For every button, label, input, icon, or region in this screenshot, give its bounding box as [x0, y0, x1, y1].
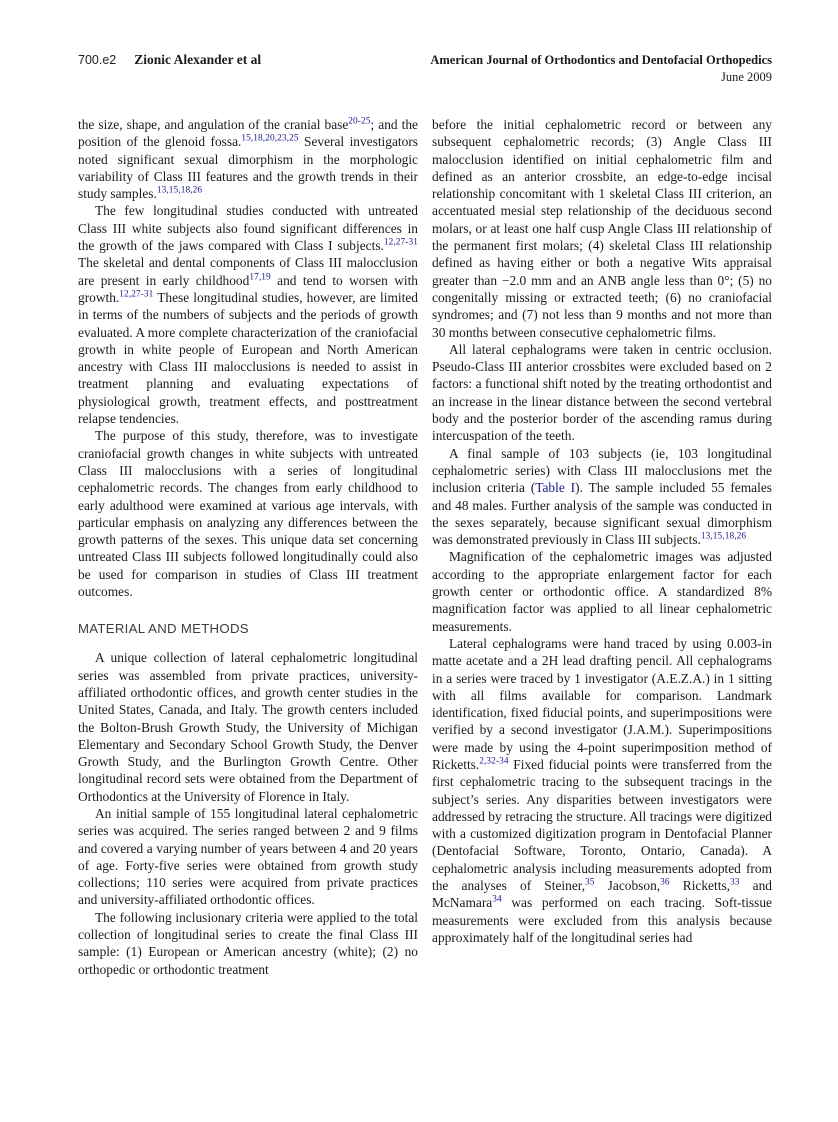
text-run: The purpose of this study, therefore, was to investigate craniofacial growth changes in white subjects with untreated Class III malocclusions with a series of longitudinal cephalometric records. The changes from early childhood to early adulthood were examined at various age intervals, with particular emphasis on analyzing any differences between the growth patterns of the sexes. This unique data set concerning untreated Class III subjects followed longitudinally could also be used for comparison in studies of Class III treatment outcomes.: [78, 428, 418, 600]
citation-link[interactable]: 12,27-31: [119, 289, 154, 300]
text-run: was performed on each tracing. Soft-tissue measurements were excluded from this analysis because approximately half of the longitudinal series had: [432, 895, 772, 945]
text-run: The following inclusionary criteria were applied to the total collection of longitudinal series to create the final Class III sample: (1) European or American ancestry (white); (2) no orthopedic or orthodontic treatment: [78, 909, 418, 977]
text-run: and tend to worsen with growth.: [78, 272, 418, 305]
section-heading: MATERIAL AND METHODS: [78, 621, 249, 637]
paragraph: [432, 548, 772, 634]
running-head-right: [430, 52, 772, 86]
paragraph: [432, 635, 772, 946]
running-head: [78, 52, 772, 86]
text-run: Several investigators noted significant sexual dimorphism in the morphologic variability of Class III features and the growth trends in their study samples.: [78, 134, 419, 202]
text-run: An initial sample of 155 longitudinal lateral cephalometric series was acquired. The series ranged between 2 and 9 films and covered a varying number of years between 4 and 20 years of age. Forty-five series were obtained from growth study collections; 110 series were acquired from private practices and university-affiliated orthodontic offices.: [78, 805, 418, 908]
paragraph: [78, 649, 418, 805]
text-run: before the initial cephalometric record or between any subsequent cephalometric records; (3) Angle Class III malocclusion identified on initial cephalometric film and defined as an anterior crossbite, an edge-to-edge incisal relationship concomitant with 1 skeletal Class III criterion, an accentuated mesial step relationship of the deciduous second molars, or at least one half cusp Angle Class III relationship of the permanent first molars; (4) skeletal Class III relationship defined as having either or both a negative Wits appraisal greater than −2.0 mm and an ANB angle less than 0°; (5) no congenitally missing or extracted teeth; (6) no craniofacial syndromes; and (7) not less than 9 months and not more than 30 months between consecutive cephalometric films.: [432, 117, 772, 340]
text-run: Magnification of the cephalometric images was adjusted according to the appropriate enlargement factor for each growth center or orthodontic office. A standardized 8% magnification factor was applied to all linear cephalometric measurements.: [432, 549, 772, 634]
text-run: All lateral cephalograms were taken in centric occlusion. Pseudo-Class III anterior crossbites were excluded based on 2 factors: a functional shift noted by the treating orthodontist and an increase in the linear distance between the second vertebral body and the posterior border of the ascending ramus during intercuspation of the teeth.: [432, 341, 772, 444]
text-run: ). The sample included 55 females and 48 males. Further analysis of the sample was conducted in the sexes separately, because significant sexual dimorphism was demonstrated previously in Class III subjects.: [432, 480, 772, 548]
citation-link[interactable]: 33: [730, 877, 740, 888]
issue-date: June 2009: [720, 70, 772, 84]
text-run: Lateral cephalograms were hand traced by using 0.003-in matte acetate and a 2H lead drafting pencil. All cephalograms in a series were traced by 1 investigator (A.E.Z.A.) in 1 sitting with all films available for comparison. Landmark identification, fixed fiducial points, and superimpositions were verified by a second investigator (J.A.M.). Superimpositions were made by using the 4-point superimposition method of Ricketts.: [432, 635, 772, 772]
text-run: A unique collection of lateral cephalometric longitudinal series was assembled from private practices, university-affiliated orthodontic offices, and growth center studies in the United States, Canada, and Italy. The growth centers included the Bolton-Brush Growth Study, the University of Michigan Elementary and Secondary School Growth Study, the Denver Growth Study, and the Burlington Growth Centre. Other longitudinal record sets were obtained from the Department of Orthodontics at the University of Florence in Italy.: [78, 650, 418, 804]
right-column: [432, 116, 772, 978]
paragraph: [78, 202, 418, 427]
paragraph: [78, 909, 418, 978]
text-run: The few longitudinal studies conducted with untreated Class III white subjects also found significant differences in the growth of the jaws compared with Class I subjects.: [78, 203, 418, 254]
text-run: Ricketts,: [669, 878, 730, 894]
page-number: 700.e2: [78, 53, 117, 67]
journal-title: American Journal of Orthodontics and Dentofacial Orthopedics: [430, 53, 772, 67]
paragraph: [78, 805, 418, 909]
citation-link[interactable]: 2,32-34: [479, 756, 509, 767]
running-author: Zionic Alexander et al: [134, 52, 262, 67]
text-run: Jacobson,: [594, 878, 661, 894]
paragraph: [432, 445, 772, 549]
table-link[interactable]: Table I: [535, 480, 576, 496]
text-run: Fixed fiducial points were transferred from the first cephalometric tracing to the subsequent tracings in the subject’s series. Any disparities between investigators were addressed by retracing the structure. All tracings were digitized with a customized digitization program in Dentofacial Planner (Dentofacial Software, Toronto, Ontario, Canada). A cephalometric analysis including measurements adopted from the analyses of Steiner,: [432, 756, 772, 894]
citation-link[interactable]: 13,15,18,26: [156, 185, 203, 196]
citation-link[interactable]: 15,18,20,23,25: [241, 133, 299, 144]
running-head-left: [78, 52, 261, 68]
citation-link[interactable]: 34: [492, 894, 502, 905]
text-run: The skeletal and dental components of Class III malocclusion are present in early childhood: [78, 255, 418, 288]
paragraph: [78, 116, 418, 202]
left-column: [78, 116, 418, 978]
text-run: ; and the position of the glenoid fossa.: [78, 117, 418, 150]
text-run: the size, shape, and angulation of the cranial base: [78, 117, 349, 132]
citation-link[interactable]: 35: [585, 877, 595, 888]
citation-link[interactable]: 17,19: [249, 272, 271, 283]
paragraph: [78, 427, 418, 600]
text-run: and McNamara: [432, 878, 772, 911]
text-run: These longitudinal studies, however, are limited in terms of the numbers of subjects and the periods of growth evaluated. A more complete characterization of the craniofacial growth in white people of European and North American ancestry with Class III malocclusions is needed to assist in treatment planning and evaluating expectations of physiological growth, treatment effects, and posttreatment relapse tendencies.: [78, 289, 418, 427]
paragraph: [432, 341, 772, 445]
text-run: A final sample of 103 subjects (ie, 103 longitudinal cephalometric series) with Class III malocclusions met the inclusion criteria (: [432, 445, 772, 496]
citation-link[interactable]: 20-25: [348, 116, 371, 127]
paragraph: [432, 116, 772, 341]
citation-link[interactable]: 36: [660, 877, 670, 888]
citation-link[interactable]: 12,27-31: [383, 237, 418, 248]
article-body: [78, 116, 772, 978]
citation-link[interactable]: 13,15,18,26: [700, 531, 747, 542]
